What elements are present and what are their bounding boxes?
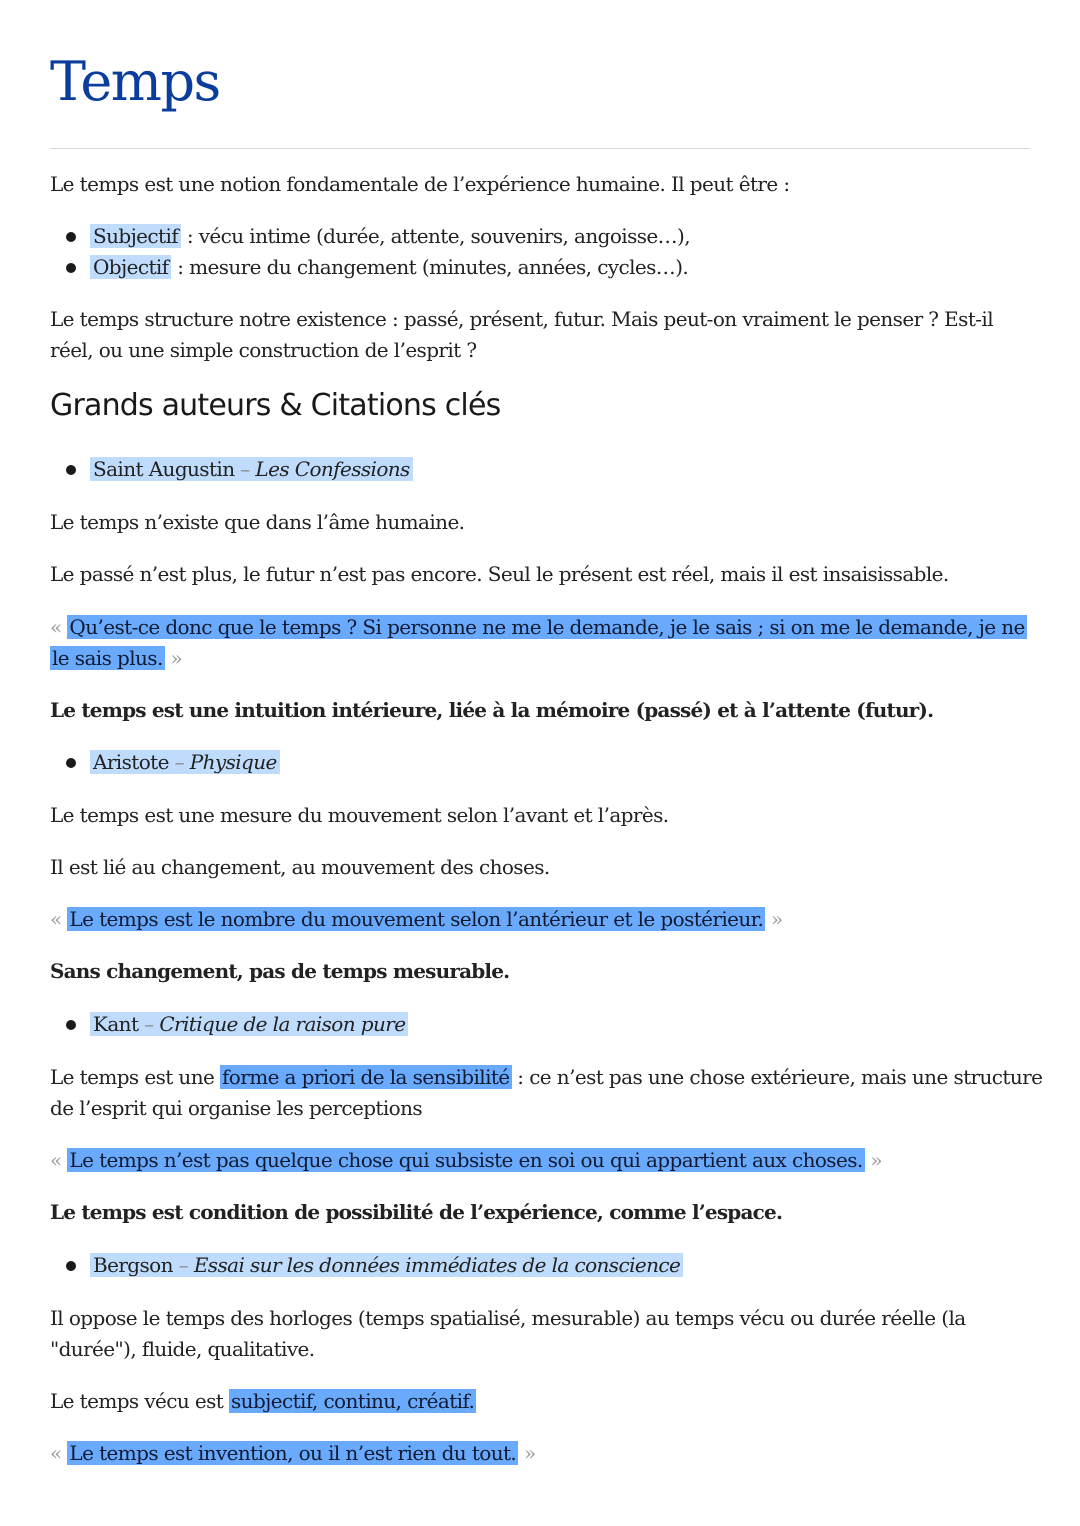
page-title: Temps — [50, 50, 220, 113]
aristote-summary: Sans changement, pas de temps mesurable. — [50, 959, 510, 983]
author-kant — [90, 1009, 408, 1039]
author-highlight: Aristote – Physique — [90, 750, 280, 774]
bullet-icon — [66, 1020, 76, 1030]
author-bergson — [90, 1250, 683, 1280]
intro-point-objectif: Objectif : mesure du changement (minutes, années, cycles…). — [90, 252, 688, 282]
augustin-paragraph-1: Le temps n’existe que dans l’âme humaine. — [50, 510, 465, 534]
intro-outro-line-1: Le temps structure notre existence : passé, présent, futur. Mais peut-on vraiment le penser ? Est-il — [50, 307, 994, 331]
intro-lead: Le temps est une notion fondamentale de l’expérience humaine. Il peut être : — [50, 172, 790, 196]
term-highlight: Subjectif — [90, 224, 181, 248]
kant-summary: Le temps est condition de possibilité de l’expérience, comme l’espace. — [50, 1200, 783, 1224]
bergson-paragraph-line-2: "durée"), fluide, qualitative. — [50, 1337, 315, 1361]
kant-paragraph-line-1: Le temps est une forme a priori de la sensibilité : ce n’est pas une chose extérieure, mais une structure — [50, 1065, 1043, 1089]
bullet-icon — [66, 1261, 76, 1271]
aristote-paragraph-1: Le temps est une mesure du mouvement selon l’avant et l’après. — [50, 803, 669, 827]
bullet-icon — [66, 263, 76, 273]
bullet-icon — [66, 232, 76, 242]
kant-paragraph-line-2: de l’esprit qui organise les perceptions — [50, 1096, 423, 1120]
term-highlight: Objectif — [90, 255, 171, 279]
bullet-icon — [66, 758, 76, 768]
author-augustin — [90, 454, 413, 484]
augustin-summary: Le temps est une intuition intérieure, liée à la mémoire (passé) et à l’attente (futur). — [50, 698, 934, 722]
author-highlight: Saint Augustin – Les Confessions — [90, 457, 413, 481]
bergson-paragraph-line-1: Il oppose le temps des horloges (temps spatialisé, mesurable) au temps vécu ou durée réelle (la — [50, 1306, 966, 1330]
aristote-paragraph-2: Il est lié au changement, au mouvement des choses. — [50, 855, 550, 879]
augustin-quote-line-1: « Qu’est-ce donc que le temps ? Si personne ne me le demande, je le sais ; si on me le demande, je ne — [50, 615, 1025, 639]
aristote-quote: « Le temps est le nombre du mouvement selon l’antérieur et le postérieur. » — [50, 907, 783, 931]
title-divider — [50, 148, 1030, 149]
bergson-quote: « Le temps est invention, ou il n’est rien du tout. » — [50, 1441, 536, 1465]
author-highlight: Kant – Critique de la raison pure — [90, 1012, 408, 1036]
augustin-quote-line-2: le sais plus. » — [52, 646, 183, 670]
bullet-icon — [66, 465, 76, 475]
intro-outro-line-2: réel, ou une simple construction de l’esprit ? — [50, 338, 477, 362]
author-aristote — [90, 747, 280, 777]
section-title: Grands auteurs & Citations clés — [50, 388, 501, 423]
bergson-paragraph-2: Le temps vécu est subjectif, continu, créatif. — [50, 1389, 475, 1413]
kant-quote: « Le temps n’est pas quelque chose qui subsiste en soi ou qui appartient aux choses. » — [50, 1148, 883, 1172]
intro-point-subjectif: Subjectif : vécu intime (durée, attente, souvenirs, angoisse…), — [90, 221, 690, 251]
augustin-paragraph-2: Le passé n’est plus, le futur n’est pas encore. Seul le présent est réel, mais il est insaisissable. — [50, 562, 949, 586]
author-highlight: Bergson – Essai sur les données immédiates de la conscience — [90, 1253, 683, 1277]
